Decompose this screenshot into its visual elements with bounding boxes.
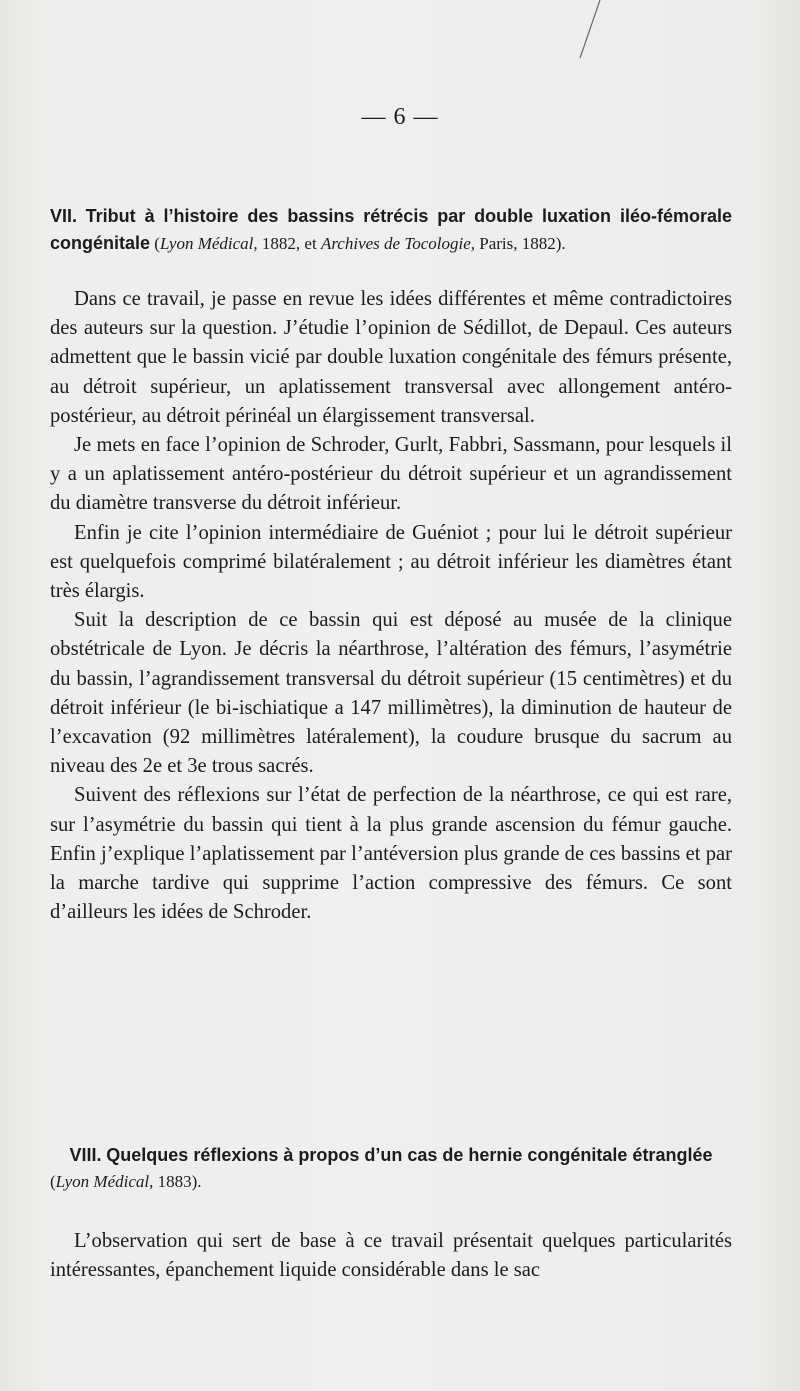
paragraph: Je mets en face l’opinion de Schroder, Gurlt, Fabbri, Sassmann, pour lesquels il y a un aplatissement antéro-postérieur du détroit supérieur et un agrandissement du diamètre transverse du détroit inférieur. <box>50 434 732 515</box>
page-number: — 6 — <box>361 104 439 130</box>
section-vii-ref-end: Paris, 1882). <box>475 234 566 253</box>
paragraph: Suit la description de ce bassin qui est déposé au musée de la clinique obstétricale de Lyon. Je décris la néarthrose, l’altération des fémurs, l’asymétrie du bassin, l’agrandissement transversal du détroit supérieur (15 centimètres) et du détroit inférieur (le bi-ischiatique a 147 millimètres), la diminution de hauteur de l’excavation (92 millimètres latéralement), la coudure brusque du sacrum au niveau des 2e et 3e trous sacrés. <box>50 609 732 778</box>
section-vii-body <box>50 285 732 927</box>
section-viii-heading <box>50 1142 732 1195</box>
section-viii-ref-end: 1883). <box>153 1172 202 1191</box>
section-viii-body <box>50 1227 732 1285</box>
section-viii-title: Quelques réflexions à propos d’un cas de hernie congénitale étranglée <box>106 1145 713 1165</box>
paragraph: Dans ce travail, je passe en revue les idées différentes et même contradictoires des auteurs sur la question. J’étudie l’opinion de Sédillot, de Depaul. Ces auteurs admettent que le bassin vicié par double luxation congénitale des fémurs présente, au détroit supérieur, un aplatissement transversal avec allongement antéro-postérieur, au détroit périnéal un élargissement transversal. <box>50 288 732 427</box>
section-vii-ref-mid: 1882, et <box>257 234 321 253</box>
section-viii-ref-open: ( <box>50 1172 56 1191</box>
section-vii-number: VII. <box>50 206 78 226</box>
section-vii-heading <box>50 203 732 257</box>
paragraph: Suivent des réflexions sur l’état de perfection de la néarthrose, ce qui est rare, sur l’asymétrie du bassin qui tient à la plus grande ascension du fémur gauche. Enfin j’explique l’aplatissement par l’antéversion plus grande de ces bassins et par la marche tardive qui supprime l’action compressive des fémurs. Ce sont d’ailleurs les idées de Schroder. <box>50 784 732 924</box>
section-vii-ref-journal: Lyon Médical, <box>159 234 258 253</box>
section-viii-number: VIII. <box>69 1145 102 1165</box>
pen-mark-icon <box>570 0 610 60</box>
section-viii-ref-journal: Lyon Médical, <box>55 1172 154 1191</box>
paragraph: L’observation qui sert de base à ce travail présentait quelques particularités intéressantes, épanchement liquide considérable dans le sac <box>50 1230 732 1282</box>
paragraph: Enfin je cite l’opinion intermédiaire de Guéniot ; pour lui le détroit supérieur est quelquefois comprimé bilatéralement ; au détroit inférieur les diamètres étant très élargis. <box>50 521 732 603</box>
section-vii-title: Tribut à l’histoire des bassins rétrécis par double luxation iléo-fémorale congénitale <box>50 206 732 253</box>
section-vii <box>50 203 732 927</box>
section-vii-ref-journal2: Archives de Tocologie, <box>320 234 476 253</box>
section-vii-ref-open: ( <box>150 234 160 253</box>
section-viii <box>50 1142 732 1285</box>
